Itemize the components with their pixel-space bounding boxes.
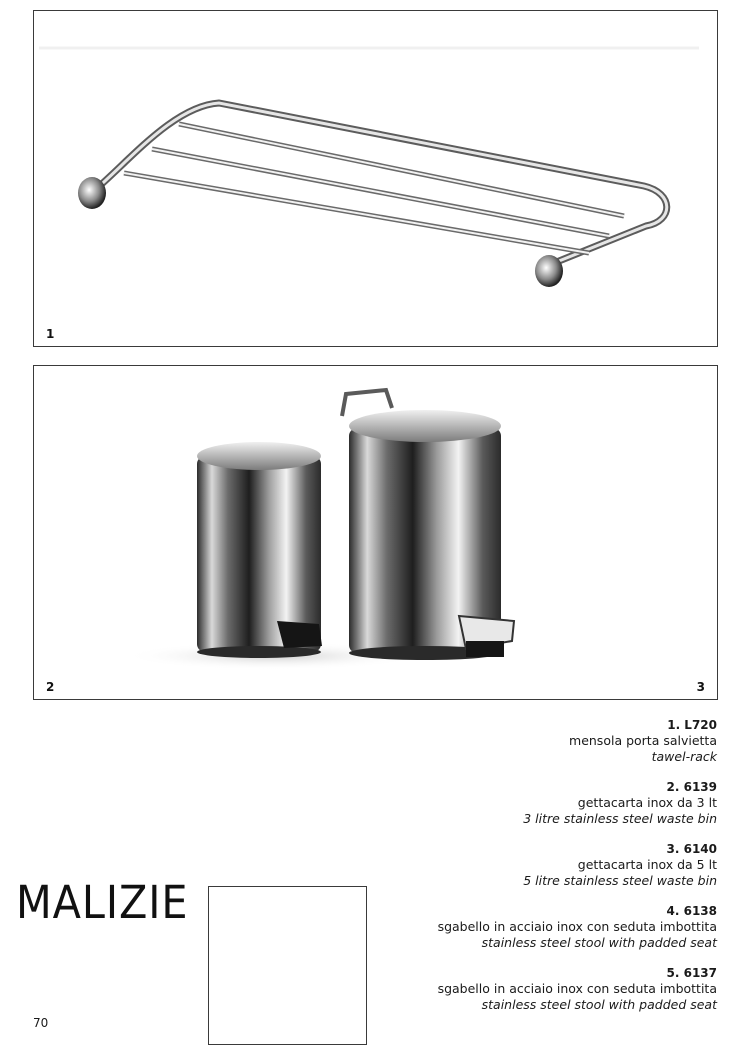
- product-description-english: stainless steel stool with padded seat: [481, 997, 717, 1012]
- product-list: [387, 718, 717, 1028]
- product-description-english: stainless steel stool with padded seat: [481, 935, 717, 950]
- product-code: 5. 6137: [666, 966, 717, 980]
- empty-image-frame: [208, 886, 367, 1045]
- product-description-english: 3 litre stainless steel waste bin: [523, 811, 717, 826]
- brand-title: MALIZIE: [16, 876, 189, 929]
- product-code: 4. 6138: [666, 904, 717, 918]
- product-description-english: 5 litre stainless steel waste bin: [523, 873, 717, 888]
- waste-bins-image: [34, 366, 717, 699]
- image-number-1: 1: [46, 327, 55, 341]
- product-code: 1. L720: [667, 718, 717, 732]
- product-image-panel-1: [33, 10, 718, 347]
- towel-rack-image: [34, 11, 717, 346]
- product-description-italian: sgabello in acciaio inox con seduta imbottita: [437, 919, 717, 934]
- product-code: 3. 6140: [666, 842, 717, 856]
- product-item: [387, 718, 717, 765]
- product-description-english: tawel-rack: [651, 749, 717, 764]
- product-item: [387, 966, 717, 1013]
- image-number-3: 3: [696, 680, 705, 694]
- product-description-italian: gettacarta inox da 5 lt: [577, 857, 717, 872]
- product-description-italian: mensola porta salvietta: [569, 733, 717, 748]
- page-number: 70: [33, 1016, 49, 1030]
- product-description-italian: gettacarta inox da 3 lt: [577, 795, 717, 810]
- product-description-italian: sgabello in acciaio inox con seduta imbottita: [437, 981, 717, 996]
- product-item: [387, 780, 717, 827]
- product-code: 2. 6139: [666, 780, 717, 794]
- image-number-2: 2: [46, 680, 55, 694]
- product-image-panel-2: [33, 365, 718, 700]
- product-item: [387, 842, 717, 889]
- product-item: [387, 904, 717, 951]
